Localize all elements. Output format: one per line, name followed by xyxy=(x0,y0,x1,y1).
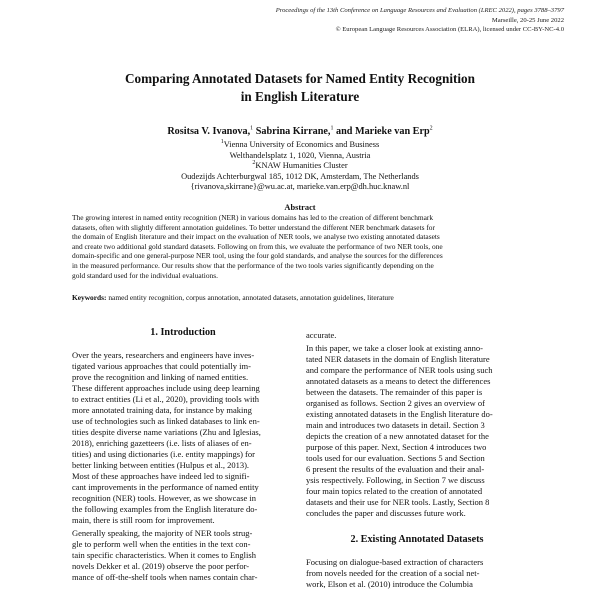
section-heading-existing-datasets: 2. Existing Annotated Datasets xyxy=(350,534,484,545)
abstract-line: domain-specific and one general-purpose NER tool, using the four gold standards, and analyse the sources for the differences xyxy=(72,251,443,261)
keywords xyxy=(72,293,532,303)
text-line: Generally speaking, the majority of NER tools strug- xyxy=(72,528,253,538)
text-line: tities) and using dictionaries (i.e. entity mappings) for xyxy=(72,449,255,459)
text-line: These different approaches include using deep learning xyxy=(72,383,260,393)
affiliation-address: Oudezijds Achterburgwal 185, 1012 DK, Amsterdam, The Netherlands xyxy=(181,171,419,181)
text-line: In this paper, we take a closer look at existing anno- xyxy=(306,343,483,353)
text-line: mance of off-the-shelf tools when names contain char- xyxy=(72,572,258,582)
abstract-line: and create two additional gold standard datasets. Following on from this, we evaluate the performance of two NER tools, one xyxy=(72,241,443,251)
text-line: ysis respectively. Following, in Section 7 we discuss xyxy=(306,475,485,485)
author-name: Sabrina Kirrane, xyxy=(255,126,331,137)
text-line: main, there is still room for improvement. xyxy=(72,515,215,525)
text-line: recognition (NER) tools. However, as we showcase in xyxy=(72,493,257,503)
affiliation-name: KNAW Humanities Cluster xyxy=(255,161,348,171)
text-line: tain specific characteristics. When it comes to English xyxy=(72,550,256,560)
abstract-line: in the measured performance. Our results show that the performance of the two tools varies significantly depending on the xyxy=(72,260,434,270)
text-line: between the datasets. The remainder of this paper is xyxy=(306,387,483,397)
text-line: main and introduces two datasets in detail. Section 3 xyxy=(306,420,485,430)
left-column xyxy=(72,326,294,583)
author-affiliation-mark: 2 xyxy=(429,125,433,132)
text-line: work, Elson et al. (2010) introduce the Columbia xyxy=(306,579,473,589)
author-affiliation-mark: 1 xyxy=(250,125,254,132)
text-line: annotated datasets as a means to detect the differences xyxy=(306,376,491,386)
right-column xyxy=(306,330,528,590)
text-line: organised as follows. Section 2 gives an overview of xyxy=(306,398,486,408)
header-license: © European Language Resources Association (ELRA), licensed under CC-BY-NC-4.0 xyxy=(335,26,564,34)
keywords-text: named entity recognition, corpus annotation, annotated datasets, annotation guidelines, literature xyxy=(108,293,394,302)
title-line-2: in English Literature xyxy=(240,89,360,104)
abstract-line: gold standard used for the individual evaluations. xyxy=(72,270,218,280)
text-line: from novels needed for the creation of a social net- xyxy=(306,568,480,578)
text-line: concludes the paper and discusses future work. xyxy=(306,508,466,518)
text-line: gle to perform well when the entities in the text con- xyxy=(72,539,251,549)
text-line: Focusing on dialogue-based extraction of characters xyxy=(306,557,484,567)
text-line: purpose of this paper. Next, Section 4 introduces two xyxy=(306,442,487,452)
abstract-heading: Abstract xyxy=(284,203,316,212)
text-line: Most of these approaches have indeed led to signifi- xyxy=(72,471,250,481)
text-line: prove the recognition and linking of named entities. xyxy=(72,372,249,382)
text-line: more annotated training data, for instance by making xyxy=(72,405,252,415)
intro-paragraph-2 xyxy=(72,528,294,583)
author-emails: {rivanova,skirrane}@wu.ac.at, marieke.van.erp@dh.huc.knaw.nl xyxy=(190,182,410,192)
text-line: datasets and their use for NER tools. Lastly, Section 8 xyxy=(306,497,490,507)
abstract-body xyxy=(72,213,530,280)
continued-paragraph xyxy=(306,330,528,341)
text-line: tated NER datasets in the domain of English literature xyxy=(306,354,490,364)
title-line-1: Comparing Annotated Datasets for Named Entity Recognition xyxy=(125,71,475,86)
text-line: four main topics related to the creation of annotated xyxy=(306,486,483,496)
text-line: novels Dekker et al. (2019) observe the poor perfor- xyxy=(72,561,250,571)
text-line: cant improvements in the performance of named entity xyxy=(72,482,259,492)
conference-header xyxy=(144,6,564,35)
text-line: tigated various approaches that could potentially im- xyxy=(72,361,251,371)
author-affiliation-mark: 1 xyxy=(330,125,334,132)
text-line: 2018), enriching gazetteers (i.e. lists of aliases of en- xyxy=(72,438,252,448)
text-line: Over the years, researchers and engineers have inves- xyxy=(72,350,255,360)
text-line: to extract entities (Li et al., 2020), providing tools with xyxy=(72,394,259,404)
text-line: use of technologies such as linked databases to link en- xyxy=(72,416,260,426)
keywords-label: Keywords: xyxy=(72,293,107,302)
abstract-line: the domain of English literature and their impact on the evaluation of NER tools, we analyse two existing annotated datasets xyxy=(72,232,440,242)
text-line: accurate. xyxy=(306,330,337,340)
text-line: tools used for our evaluation. Sections 5 and Section xyxy=(306,453,485,463)
text-line: tities despite diverse name variations (Zhu and Iglesias, xyxy=(72,427,261,437)
section-heading-introduction: 1. Introduction xyxy=(150,327,216,338)
header-location: Marseille, 20-25 June 2022 xyxy=(491,16,564,24)
affiliation-mark: 2 xyxy=(252,160,256,167)
existing-datasets-paragraph xyxy=(306,557,528,590)
author-name: Rositsa V. Ivanova, xyxy=(167,126,251,137)
author-list xyxy=(0,125,600,138)
text-line: and compare the performance of NER tools using such xyxy=(306,365,493,375)
text-line: the following examples from the English literature do- xyxy=(72,504,258,514)
text-line: existing annotated datasets in the English literature do- xyxy=(306,409,493,419)
author-name: and Marieke van Erp xyxy=(335,126,430,137)
text-line: better linking between entities (Hulpus et al., 2013). xyxy=(72,460,250,470)
abstract-line: datasets, often with slightly different annotation guidelines. To better understand the different NER benchmark datasets for xyxy=(72,222,435,232)
affiliation-address: Welthandelsplatz 1, 1020, Vienna, Austria xyxy=(229,150,371,160)
abstract-line: The growing interest in named entity recognition (NER) in various domains has led to the creation of different benchmark xyxy=(72,213,434,222)
affiliations xyxy=(0,140,600,193)
affiliation-mark: 1 xyxy=(220,139,224,146)
intro-paragraph-1 xyxy=(72,350,294,526)
paper-title xyxy=(0,70,600,106)
text-line: 6 present the results of the evaluation and their anal- xyxy=(306,464,485,474)
header-proceedings: Proceedings of the 13th Conference on Language Resources and Evaluation (LREC 2022), pages 3788–3797 xyxy=(275,7,564,14)
overview-paragraph xyxy=(306,343,528,519)
text-line: depicts the creation of a new annotated dataset for the xyxy=(306,431,489,441)
affiliation-name: Vienna University of Economics and Business xyxy=(223,140,380,149)
